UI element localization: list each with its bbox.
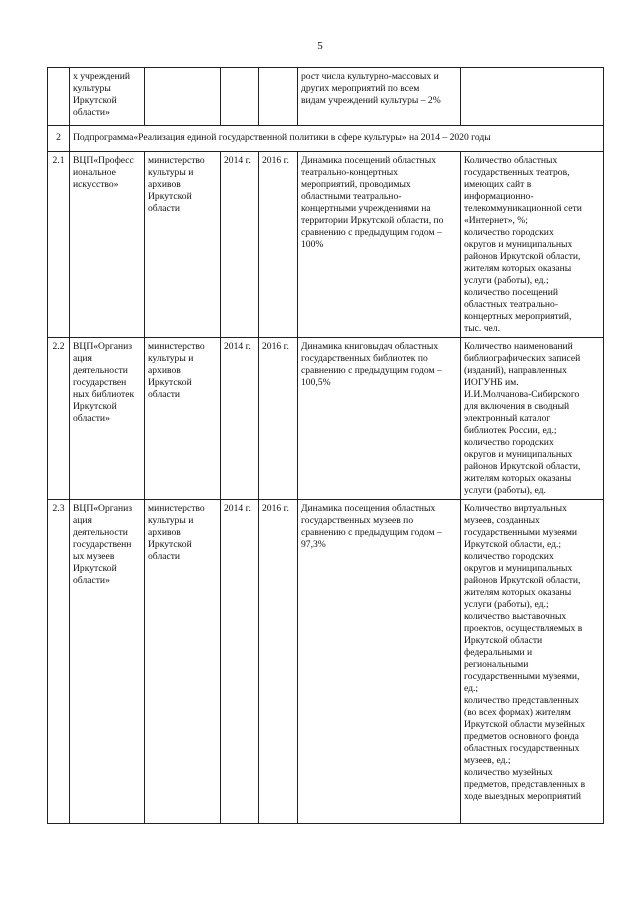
program-name-cell: ВЦП«Организ ация деятельности государственн ых музеев Иркутской области» xyxy=(70,500,145,824)
end-year-cell: 2016 г. xyxy=(259,152,298,338)
indicators-cell: Количество областных государственных театров, имеющих сайт в информационно- телекоммуникационной сети «Интернет», %; количество городских округов и муниципальных районов Иркутской области, жителям которых оказаны услуги (работы), ед.; количество посещений областных театрально- концертных мероприятий, тыс. чел. xyxy=(461,152,604,338)
table-row xyxy=(48,500,604,824)
program-table xyxy=(47,67,604,824)
start-year-cell: 2014 г. xyxy=(221,500,259,824)
table-row xyxy=(48,338,604,500)
indicators-cell xyxy=(461,68,604,126)
executor-cell: министерство культуры и архивов Иркутской области xyxy=(145,338,221,500)
row-number-cell: 2 xyxy=(48,126,70,152)
executor-cell: министерство культуры и архивов Иркутской области xyxy=(145,500,221,824)
start-year-cell: 2014 г. xyxy=(221,338,259,500)
row-number-cell xyxy=(48,68,70,126)
expected-result-cell: Динамика посещений областных театрально-концертных мероприятий, проводимых областными театрально- концертными учреждениями на территории Иркутской области, по сравнению с предыдущим годом – 100% xyxy=(298,152,461,338)
row-number-cell: 2.2 xyxy=(48,338,70,500)
end-year-cell xyxy=(259,68,298,126)
row-number-cell: 2.3 xyxy=(48,500,70,824)
expected-result-cell: Динамика книговыдач областных государственных библиотек по сравнению с предыдущим годом – 100,5% xyxy=(298,338,461,500)
expected-result-cell: Динамика посещения областных государственных музеев по сравнению с предыдущим годом – 97,3% xyxy=(298,500,461,824)
executor-cell: министерство культуры и архивов Иркутской области xyxy=(145,152,221,338)
indicators-cell: Количество виртуальных музеев, созданных государственными музеями Иркутской области, ед.; количество городских округов и муниципальных районов Иркутской области, жителям которых оказаны услуги (работы), ед.; количество выставочных проектов, осуществляемых в Иркутской области федеральными и региональными государственными музеями, ед.; количество представленных (во всех формах) жителям Иркутской области музейных предметов основного фонда областных государственных музеев, ед.; количество музейных предметов, представленных в ходе выездных мероприятий xyxy=(461,500,604,824)
table-row xyxy=(48,152,604,338)
table-row-subprogram xyxy=(48,126,604,152)
page-number: 5 xyxy=(317,40,323,52)
row-number-cell: 2.1 xyxy=(48,152,70,338)
program-name-cell: ВЦП«Организ ация деятельности государствен ных библиотек Иркутской области» xyxy=(70,338,145,500)
indicators-cell: Количество наименований библиографических записей (изданий), направленных ИОГУНБ им. И.И.Молчанова-Сибирского для включения в сводный электронный каталог библиотек России, ед.; количество городских округов и муниципальных районов Иркутской области, жителям которых оказаны услуги (работы), ед. xyxy=(461,338,604,500)
table-row-continuation xyxy=(48,68,604,126)
program-name-cell: х учреждений культуры Иркутской области» xyxy=(70,68,145,126)
expected-result-cell: рост числа культурно-массовых и других мероприятий по всем видам учреждений культуры – 2% xyxy=(298,68,461,126)
start-year-cell: 2014 г. xyxy=(221,152,259,338)
start-year-cell xyxy=(221,68,259,126)
program-name-cell: ВЦП«Професс иональное искусство» xyxy=(70,152,145,338)
executor-cell xyxy=(145,68,221,126)
subprogram-title-cell: Подпрограмма«Реализация единой государственной политики в сфере культуры» на 2014 – 2020 годы xyxy=(70,126,604,152)
end-year-cell: 2016 г. xyxy=(259,500,298,824)
end-year-cell: 2016 г. xyxy=(259,338,298,500)
